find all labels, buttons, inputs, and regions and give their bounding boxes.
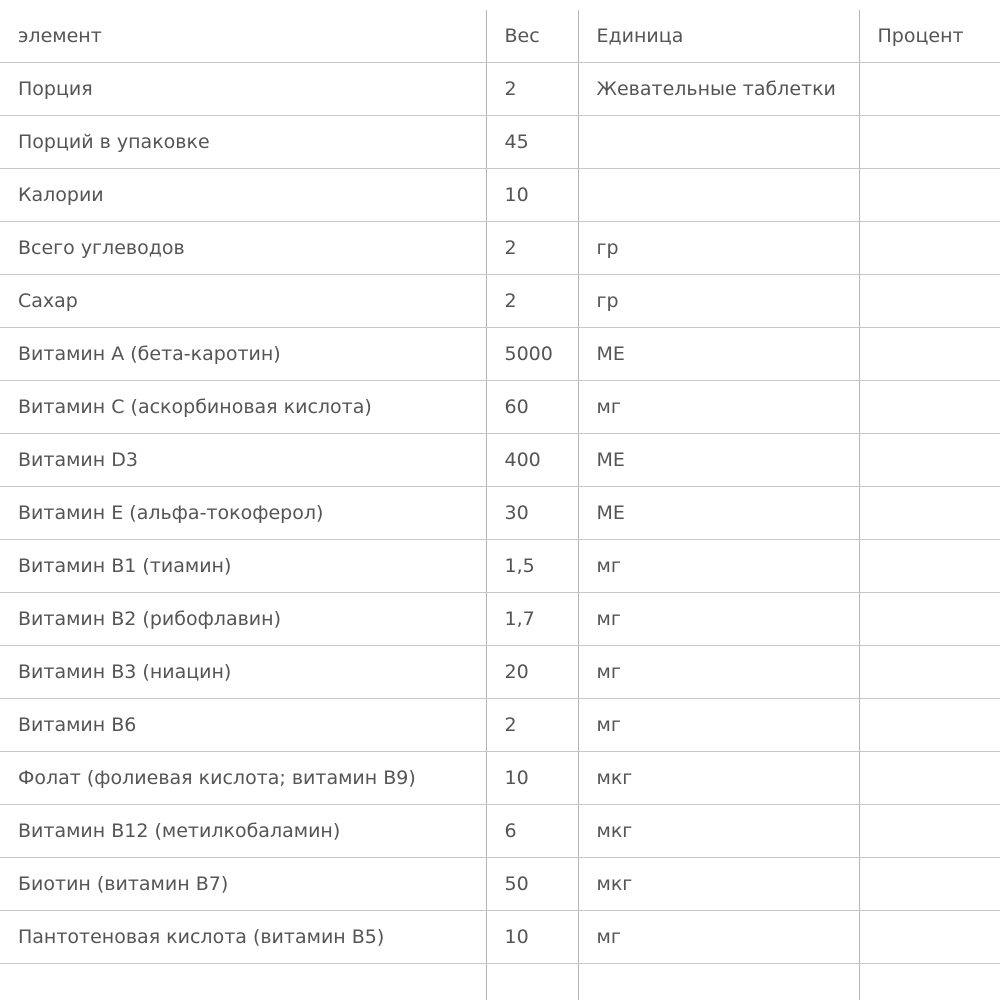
table-row: [0, 328, 1000, 381]
cell-empty: [578, 964, 859, 1000]
table-row-cutoff: [0, 964, 1000, 1000]
table-row: [0, 858, 1000, 911]
cell-unit: МЕ: [578, 328, 859, 381]
cell-unit: Жевательные таблетки: [578, 63, 859, 116]
cell-weight: 45: [486, 116, 578, 169]
cell-element: Витамин Е (альфа-токоферол): [0, 487, 486, 540]
cell-unit: мг: [578, 593, 859, 646]
header-percent: Процент: [859, 10, 1000, 63]
cell-weight: 1,5: [486, 540, 578, 593]
cell-element: Витамин D3: [0, 434, 486, 487]
header-weight: Вес: [486, 10, 578, 63]
cell-weight: 2: [486, 275, 578, 328]
cell-weight: 1,7: [486, 593, 578, 646]
cell-element: Пантотеновая кислота (витамин В5): [0, 911, 486, 964]
cell-element: Калории: [0, 169, 486, 222]
table-row: [0, 593, 1000, 646]
cell-percent: [859, 275, 1000, 328]
cell-weight: 2: [486, 63, 578, 116]
cell-weight: 10: [486, 169, 578, 222]
cell-unit: МЕ: [578, 434, 859, 487]
cell-weight: 30: [486, 487, 578, 540]
cell-percent: [859, 593, 1000, 646]
cell-percent: [859, 805, 1000, 858]
table-row: [0, 487, 1000, 540]
table-body: [0, 63, 1000, 1000]
cell-element: Витамин В6: [0, 699, 486, 752]
cell-unit: мг: [578, 699, 859, 752]
cell-weight: 50: [486, 858, 578, 911]
cell-percent: [859, 699, 1000, 752]
cell-weight: 5000: [486, 328, 578, 381]
cell-element: Витамин С (аскорбиновая кислота): [0, 381, 486, 434]
table-row: [0, 752, 1000, 805]
cell-unit: мг: [578, 646, 859, 699]
cell-percent: [859, 222, 1000, 275]
cell-weight: 2: [486, 222, 578, 275]
cell-empty: [486, 964, 578, 1000]
cell-element: Порция: [0, 63, 486, 116]
cell-unit: гр: [578, 275, 859, 328]
cell-percent: [859, 63, 1000, 116]
cell-unit: мкг: [578, 752, 859, 805]
table-row: [0, 275, 1000, 328]
cell-percent: [859, 646, 1000, 699]
cell-percent: [859, 434, 1000, 487]
cell-empty: [0, 964, 486, 1000]
cell-weight: 6: [486, 805, 578, 858]
cell-unit: мг: [578, 540, 859, 593]
table-row: [0, 116, 1000, 169]
cell-percent: [859, 116, 1000, 169]
cell-element: Порций в упаковке: [0, 116, 486, 169]
cell-percent: [859, 911, 1000, 964]
nutrition-table: [0, 10, 1000, 1000]
table-row: [0, 911, 1000, 964]
cell-empty: [859, 964, 1000, 1000]
cell-weight: 10: [486, 911, 578, 964]
table-row: [0, 646, 1000, 699]
cell-unit: мг: [578, 381, 859, 434]
cell-percent: [859, 858, 1000, 911]
header-unit: Единица: [578, 10, 859, 63]
cell-element: Витамин В3 (ниацин): [0, 646, 486, 699]
cell-unit: мкг: [578, 805, 859, 858]
cell-weight: 400: [486, 434, 578, 487]
cell-element: Фолат (фолиевая кислота; витамин В9): [0, 752, 486, 805]
cell-percent: [859, 328, 1000, 381]
cell-unit: мкг: [578, 858, 859, 911]
header-element: элемент: [0, 10, 486, 63]
cell-percent: [859, 381, 1000, 434]
cell-element: Витамин В12 (метилкобаламин): [0, 805, 486, 858]
cell-unit: [578, 116, 859, 169]
cell-weight: 60: [486, 381, 578, 434]
cell-element: Биотин (витамин В7): [0, 858, 486, 911]
table-row: [0, 63, 1000, 116]
cell-weight: 20: [486, 646, 578, 699]
cell-element: Всего углеводов: [0, 222, 486, 275]
table-row: [0, 381, 1000, 434]
cell-unit: гр: [578, 222, 859, 275]
cell-element: Витамин В2 (рибофлавин): [0, 593, 486, 646]
table-header-row: [0, 10, 1000, 63]
cell-unit: МЕ: [578, 487, 859, 540]
table-row: [0, 805, 1000, 858]
cell-element: Сахар: [0, 275, 486, 328]
cell-unit: [578, 169, 859, 222]
cell-percent: [859, 487, 1000, 540]
table-row: [0, 434, 1000, 487]
table-row: [0, 222, 1000, 275]
table-row: [0, 169, 1000, 222]
cell-percent: [859, 752, 1000, 805]
cell-unit: мг: [578, 911, 859, 964]
table-row: [0, 540, 1000, 593]
cell-element: Витамин А (бета-каротин): [0, 328, 486, 381]
cell-weight: 10: [486, 752, 578, 805]
table-row: [0, 699, 1000, 752]
cell-percent: [859, 169, 1000, 222]
cell-element: Витамин В1 (тиамин): [0, 540, 486, 593]
cell-weight: 2: [486, 699, 578, 752]
cell-percent: [859, 540, 1000, 593]
